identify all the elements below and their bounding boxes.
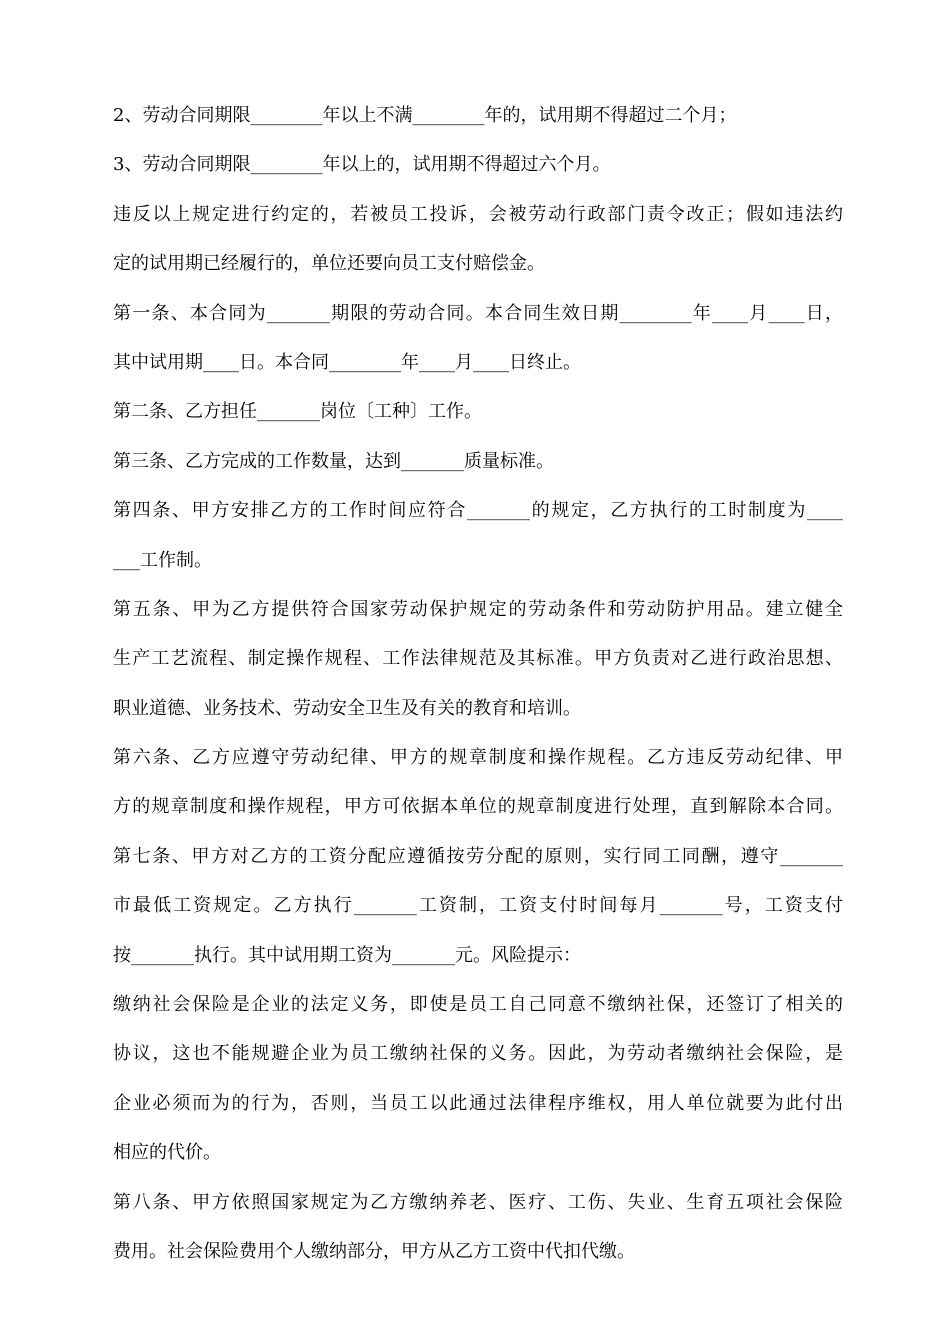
text-line: 第八条、甲方依照国家规定为乙方缴纳养老、医疗、工伤、失业、生育五项社会保险 <box>113 1191 843 1213</box>
text-line: 协议，这也不能规避企业为员工缴纳社保的义务。因此，为劳动者缴纳社会保险，是 <box>113 1043 843 1065</box>
text-line: 相应的代价。 <box>113 1142 221 1164</box>
text-line: 第四条、甲方安排乙方的工作时间应符合_______的规定，乙方执行的工时制度为____ <box>113 500 843 522</box>
text-line: 定的试用期已经履行的，单位还要向员工支付赔偿金。 <box>113 253 545 275</box>
text-line: 3、劳动合同期限________年以上的，试用期不得超过六个月。 <box>113 154 611 176</box>
text-line: 缴纳社会保险是企业的法定义务，即使是员工自己同意不缴纳社保，还签订了相关的 <box>113 994 843 1016</box>
text-line: 企业必须而为的行为，否则，当员工以此通过法律程序维权，用人单位就要为此付出 <box>113 1092 843 1114</box>
text-line: 第一条、本合同为_______期限的劳动合同。本合同生效日期________年____月____日， <box>113 302 843 324</box>
text-line: 市最低工资规定。乙方执行_______工资制，工资支付时间每月_______号，工资支付 <box>113 895 843 917</box>
text-line: 费用。社会保险费用个人缴纳部分，甲方从乙方工资中代扣代缴。 <box>113 1240 635 1262</box>
text-line: 2、劳动合同期限________年以上不满________年的，试用期不得超过二个月； <box>113 105 737 126</box>
text-line: 职业道德、业务技术、劳动安全卫生及有关的教育和培训。 <box>113 697 581 719</box>
text-line: 第二条、乙方担任_______岗位〔工种〕工作。 <box>113 401 482 423</box>
text-line: 按_______执行。其中试用期工资为_______元。风险提示： <box>113 944 581 966</box>
text-line: 第七条、甲方对乙方的工资分配应遵循按劳分配的原则，实行同工同酬，遵守_______ <box>113 845 843 867</box>
text-line: 方的规章制度和操作规程，甲方可依据本单位的规章制度进行处理，直到解除本合同。 <box>113 796 843 818</box>
document-body <box>113 96 843 1281</box>
text-line: 其中试用期____日。本合同________年____月____日终止。 <box>113 351 581 373</box>
text-line: 违反以上规定进行约定的，若被员工投诉，会被劳动行政部门责令改正；假如违法约 <box>113 203 843 225</box>
text-line: ___工作制。 <box>113 549 212 571</box>
text-line: 生产工艺流程、制定操作规程、工作法律规范及其标准。甲方负责对乙进行政治思想、 <box>113 648 843 670</box>
text-line: 第六条、乙方应遵守劳动纪律、甲方的规章制度和操作规程。乙方违反劳动纪律、甲 <box>113 747 843 769</box>
text-line: 第五条、甲为乙方提供符合国家劳动保护规定的劳动条件和劳动防护用品。建立健全 <box>113 598 843 620</box>
text-line: 第三条、乙方完成的工作数量，达到_______质量标准。 <box>113 450 554 472</box>
